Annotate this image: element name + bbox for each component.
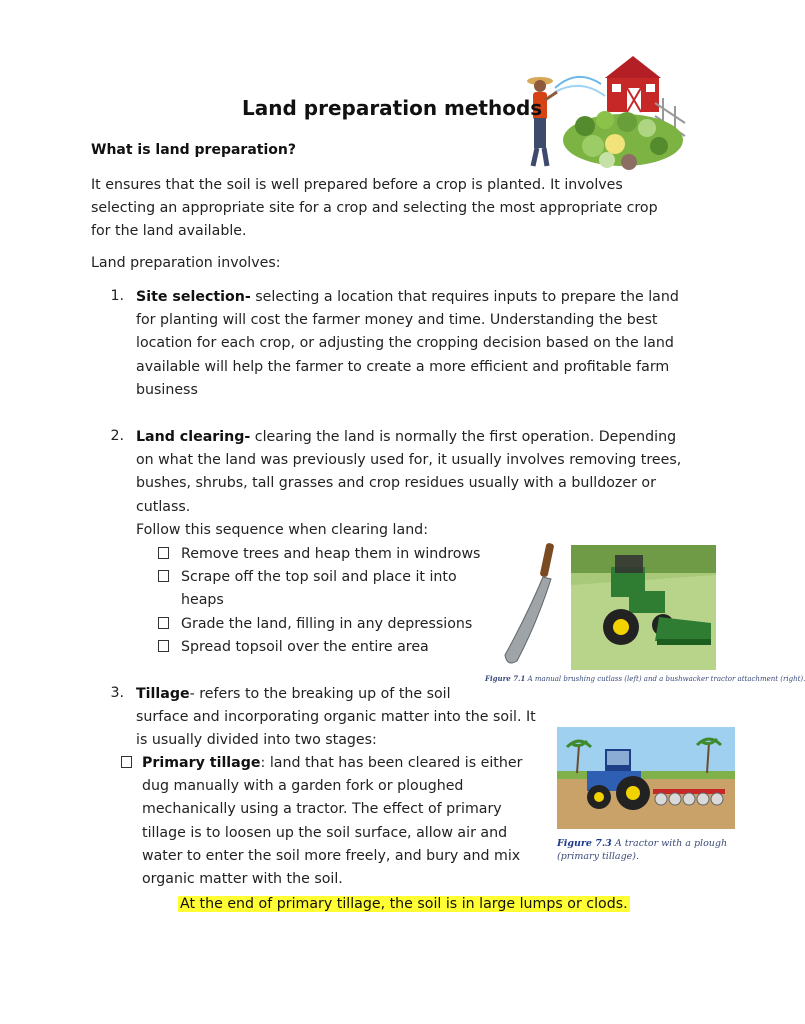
checkbox-icon <box>158 617 169 629</box>
item-text: on what the land was previously used for, it usually involves removing trees, <box>136 452 682 469</box>
tillage-item <box>136 683 536 753</box>
item-number: 3. <box>110 685 124 701</box>
term-label: Tillage <box>136 686 190 702</box>
item-text: selecting a location that requires inputs to prepare the land <box>250 289 679 305</box>
figure-label: Figure 7.1 <box>485 674 526 683</box>
item-text: dug manually with a garden fork or ploughed <box>142 778 464 795</box>
term-label: Primary tillage <box>142 755 261 771</box>
item-text: bushes, shrubs, tall grasses and crop residues usually with a bulldozer or <box>136 475 656 492</box>
figure-7-1 <box>483 533 805 688</box>
list-item: Grade the land, filling in any depressions <box>158 613 480 636</box>
item-text: clearing the land is normally the first operation. Depending <box>250 429 677 445</box>
clearing-steps-list <box>158 543 480 659</box>
bushwacker-tractor-image <box>571 545 716 670</box>
term-label: Land clearing- <box>136 429 251 445</box>
intro-line: It ensures that the soil is well prepared before a crop is planted. It involves <box>91 177 623 193</box>
figure-7-3 <box>557 727 737 867</box>
land-clearing-item <box>136 426 681 542</box>
item-text: location for each crop, or adjusting the cropping decision based on the land <box>136 335 674 352</box>
checkbox-icon <box>158 640 169 652</box>
checkbox-icon <box>158 547 169 559</box>
item-text: is usually divided into two stages: <box>136 732 377 749</box>
item-text: available will help the farmer to create a more efficient and profitable farm <box>136 358 670 375</box>
item-text: organic matter with the soil. <box>142 871 343 888</box>
item-text: : land that has been cleared is either <box>260 755 523 771</box>
page-title: Land preparation methods <box>242 96 543 120</box>
involves-text: Land preparation involves: <box>91 255 281 271</box>
cutlass-image <box>493 543 563 668</box>
list-item: heaps <box>181 592 224 609</box>
intro-line: for the land available. <box>91 223 247 240</box>
primary-tillage-item <box>121 752 522 891</box>
question-heading: What is land preparation? <box>91 142 296 158</box>
item-text: tillage is to loosen up the soil surface, allow air and <box>142 824 508 841</box>
figure-label: Figure 7.3 <box>557 838 612 849</box>
list-item: Scrape off the top soil and place it into <box>158 566 480 589</box>
term-label: Site selection- <box>136 289 251 305</box>
item-text: business <box>136 381 198 398</box>
item-text: water to enter the soil more freely, and bury and mix <box>142 847 521 864</box>
item-number: 1. <box>110 288 124 304</box>
item-text: cutlass. <box>136 498 191 515</box>
checkbox-icon <box>158 570 169 582</box>
figure-caption: Figure 7.1 A manual brushing cutlass (left) and a bushwacker tractor attachment (right). <box>485 674 805 683</box>
intro-paragraph <box>91 174 658 244</box>
item-number: 2. <box>110 428 124 444</box>
item-text: surface and incorporating organic matter into the soil. It <box>136 709 536 726</box>
highlighted-note: At the end of primary tillage, the soil is in large lumps or clods. <box>180 896 628 912</box>
list-item: Spread topsoil over the entire area <box>158 636 480 659</box>
intro-line: selecting an appropriate site for a crop and selecting the most appropriate crop <box>91 200 658 217</box>
figure-caption: Figure 7.3 A tractor with a plough (primary tillage). <box>557 838 728 862</box>
item-text: - refers to the breaking up of the soil <box>189 686 451 702</box>
tractor-plough-image <box>557 727 735 829</box>
site-selection-item <box>136 286 679 402</box>
item-text: for planting will cost the farmer money and time. Understanding the best <box>136 312 658 329</box>
list-item: Remove trees and heap them in windrows <box>158 543 480 566</box>
checkbox-icon <box>121 756 132 768</box>
item-text: mechanically using a tractor. The effect of primary <box>142 801 502 818</box>
item-text: Follow this sequence when clearing land: <box>136 521 428 538</box>
